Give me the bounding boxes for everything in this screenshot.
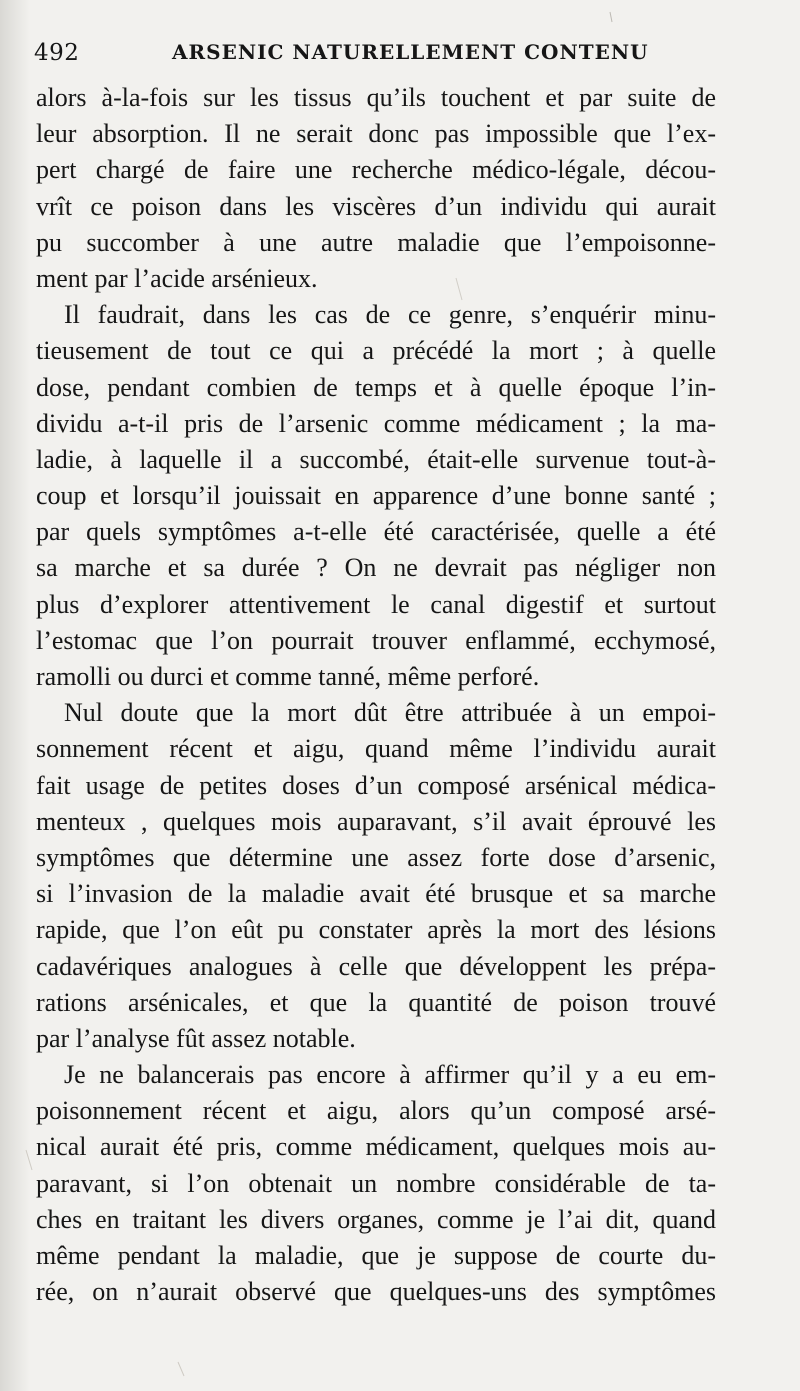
text-line: Je ne balancerais pas encore à affirmer qu’il y a eu em- — [64, 1060, 716, 1090]
paragraph-4 — [36, 1057, 716, 1310]
text-line: alors à-la-fois sur les tissus qu’ils touchent et par suite de — [36, 83, 716, 112]
body-text — [36, 80, 716, 1310]
text-line: vrît ce poison dans les viscères d’un individu qui aurait — [36, 191, 716, 221]
text-line: ramolli ou durci et comme tanné, même perforé. — [36, 662, 540, 691]
text-line: menteux , quelques mois auparavant, s’il avait éprouvé les — [36, 806, 716, 836]
text-line: ches en traitant les divers organes, comme je l’ai dit, quand — [36, 1204, 716, 1234]
text-line: sonnement récent et aigu, quand même l’individu aurait — [36, 734, 716, 764]
text-line: par quels symptômes a-t-elle été caractérisée, quelle a été — [36, 517, 716, 547]
text-line: symptômes que détermine une assez forte dose d’arsenic, — [36, 842, 716, 872]
text-line: plus d’explorer attentivement le canal digestif et surtout — [36, 589, 716, 619]
text-line: nical aurait été pris, comme médicament, quelques mois au- — [36, 1132, 716, 1162]
paragraph-2 — [36, 297, 716, 695]
text-line: ladie, à laquelle il a succombé, était-elle survenue tout-à- — [36, 444, 716, 474]
text-line: tieusement de tout ce qui a précédé la mort ; à quelle — [36, 336, 716, 366]
text-line: fait usage de petites doses d’un composé arsénical médica- — [36, 770, 716, 800]
text-line: rée, on n’aurait observé que quelques-uns des symptômes — [36, 1277, 716, 1307]
text-line: Il faudrait, dans les cas de ce genre, s’enquérir minu- — [64, 300, 716, 330]
paragraph-3 — [36, 695, 716, 1057]
running-head: ARSENIC NATURELLEMENT CONTENU — [172, 40, 649, 64]
text-line: dividu a-t-il pris de l’arsenic comme médicament ; la ma- — [36, 408, 716, 438]
text-line: dose, pendant combien de temps et à quelle époque l’in- — [36, 372, 716, 402]
text-line: pert chargé de faire une recherche médico-légale, décou- — [36, 155, 716, 185]
text-line: rations arsénicales, et que la quantité de poison trouvé — [36, 987, 716, 1017]
text-line: rapide, que l’on eût pu constater après la mort des lésions — [36, 915, 716, 945]
text-line: leur absorption. Il ne serait donc pas impossible que l’ex- — [36, 119, 716, 149]
page-header — [34, 40, 760, 74]
page-number: 492 — [34, 40, 80, 66]
text-line: ment par l’acide arsénieux. — [36, 263, 318, 293]
text-line: cadavériques analogues à celle que développent les prépa- — [36, 951, 716, 981]
text-line: coup et lorsqu’il jouissait en apparence d’une bonne santé ; — [36, 481, 716, 511]
text-line: par l’analyse fût assez notable. — [36, 1023, 356, 1053]
text-line: poisonnement récent et aigu, alors qu’un composé arsé- — [36, 1096, 716, 1126]
text-line: Nul doute que la mort dût être attribuée à un empoi- — [64, 698, 716, 728]
text-line: l’estomac que l’on pourrait trouver enflammé, ecchymosé, — [36, 625, 716, 655]
paragraph-1 — [36, 80, 716, 297]
text-line: si l’invasion de la maladie avait été brusque et sa marche — [36, 879, 716, 909]
text-line: sa marche et sa durée ? On ne devrait pas négliger non — [36, 553, 716, 583]
text-line: paravant, si l’on obtenait un nombre considérable de ta- — [36, 1168, 716, 1198]
text-line: pu succomber à une autre maladie que l’empoisonne- — [36, 227, 716, 257]
text-line: même pendant la maladie, que je suppose de courte du- — [36, 1241, 716, 1270]
